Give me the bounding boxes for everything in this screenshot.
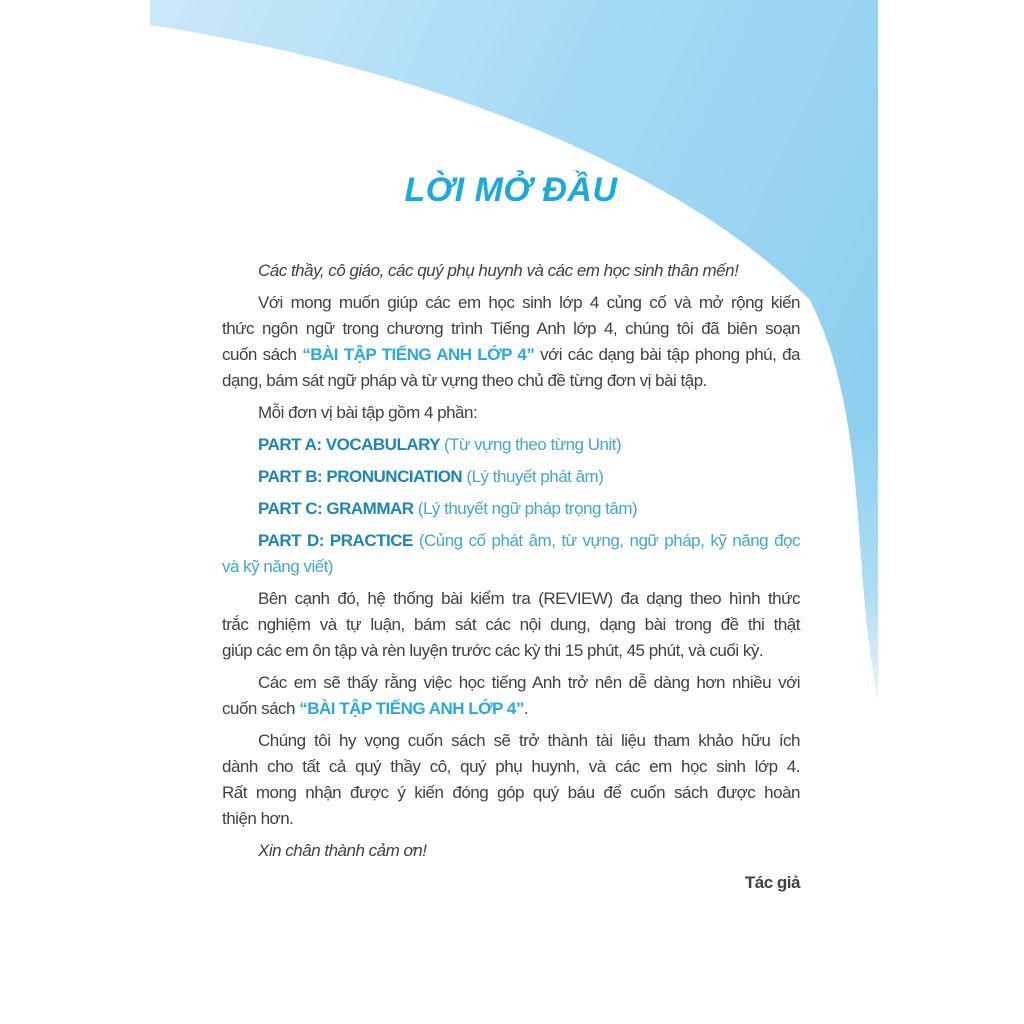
- text-line: [222, 838, 800, 864]
- text-segment: cuốn sách: [222, 699, 300, 718]
- text-line: [222, 258, 800, 284]
- text-segment: Các thầy, cô giáo, các quý phụ huynh và các em học sinh thân mến!: [258, 261, 739, 280]
- text-segment: .: [523, 699, 529, 718]
- closing-line: [222, 838, 800, 864]
- preface-body: [222, 258, 800, 864]
- text-line: [222, 316, 800, 342]
- text-line: [222, 696, 800, 722]
- text-line: [222, 496, 800, 522]
- review-paragraph: [222, 586, 800, 664]
- text-line: [222, 754, 800, 780]
- blue-curve-tail-fade: [840, 430, 878, 730]
- intro-paragraph: [222, 290, 800, 394]
- text-segment: “BÀI TẬP TIẾNG ANH LỚP 4”: [302, 345, 535, 364]
- text-line: [222, 806, 800, 832]
- text-line: [222, 342, 800, 368]
- text-segment: Bên cạnh đó, hệ thống bài kiểm tra (REVIEW) đa dạng theo hình thức: [258, 589, 800, 608]
- text-segment: trắc nghiệm và tự luận, bám sát các nội dung, dạng bài trong đề thi thật: [222, 615, 800, 634]
- text-segment: Các em sẽ thấy rằng việc học tiếng Anh trở nên dễ dàng hơn nhiều với: [258, 673, 800, 692]
- text-segment: Rất mong nhận được ý kiến đóng góp quý báu để cuốn sách được hoàn: [222, 783, 800, 802]
- text-segment: PART B: PRONUNCIATION: [258, 467, 467, 486]
- benefit-paragraph: [222, 670, 800, 722]
- text-segment: (Lý thuyết ngữ pháp trọng tâm): [417, 499, 638, 518]
- part-d-line: [222, 528, 800, 580]
- preface-content: [222, 0, 800, 896]
- text-line: [222, 554, 800, 580]
- text-segment: dạng, bám sát ngữ pháp và từ vựng theo chủ đề từng đơn vị bài tập.: [222, 371, 707, 390]
- text-line: [222, 612, 800, 638]
- text-segment: cuốn sách: [222, 345, 303, 364]
- part-c-line: [222, 496, 800, 522]
- text-segment: với các dạng bài tập phong phú, đa: [534, 345, 800, 364]
- text-segment: “BÀI TẬP TIẾNG ANH LỚP 4”: [299, 699, 524, 718]
- text-line: [222, 780, 800, 806]
- text-segment: và kỹ năng viết): [222, 557, 334, 576]
- text-segment: PART C: GRAMMAR: [258, 499, 418, 518]
- part-b-line: [222, 464, 800, 490]
- text-segment: (Củng cố phát âm, từ vựng, ngữ pháp, kỹ năng đọc: [418, 531, 801, 550]
- greeting-line: [222, 258, 800, 284]
- text-segment: dành cho tất cả quý thầy cô, quý phụ huynh, và các em học sinh lớp 4.: [222, 757, 800, 776]
- page-title: LỜI MỞ ĐẦU: [404, 171, 618, 209]
- text-segment: (Lý thuyết phát âm): [466, 467, 604, 486]
- text-segment: PART D: PRACTICE: [258, 531, 419, 550]
- text-segment: giúp các em ôn tập và rèn luyện trước các kỳ thi 15 phút, 45 phút, và cuối kỳ.: [222, 641, 764, 660]
- text-line: [222, 670, 800, 696]
- text-segment: thức ngôn ngữ trong chương trình Tiếng Anh lớp 4, chúng tôi đã biên soạn: [222, 319, 800, 338]
- text-segment: (Từ vựng theo từng Unit): [444, 435, 622, 454]
- text-segment: Với mong muốn giúp các em học sinh lớp 4 củng cố và mở rộng kiến: [258, 293, 800, 312]
- text-segment: Xin chân thành cảm ơn!: [258, 841, 427, 860]
- text-line: [222, 586, 800, 612]
- text-line: [222, 638, 800, 664]
- text-line: [222, 432, 800, 458]
- text-segment: Mỗi đơn vị bài tập gồm 4 phần:: [258, 403, 478, 422]
- text-line: [222, 290, 800, 316]
- book-page: [150, 0, 878, 1024]
- parts-list-intro: [222, 400, 800, 426]
- part-a-line: [222, 432, 800, 458]
- text-segment: thiện hơn.: [222, 809, 294, 828]
- signature: Tác giả: [744, 873, 800, 892]
- hope-paragraph: [222, 728, 800, 832]
- text-line: [222, 464, 800, 490]
- text-segment: Chúng tôi hy vọng cuốn sách sẽ trở thành tài liệu tham khảo hữu ích: [258, 731, 800, 750]
- text-line: [222, 528, 800, 554]
- text-line: [222, 400, 800, 426]
- text-segment: PART A: VOCABULARY: [258, 435, 444, 454]
- text-line: [222, 728, 800, 754]
- text-line: [222, 368, 800, 394]
